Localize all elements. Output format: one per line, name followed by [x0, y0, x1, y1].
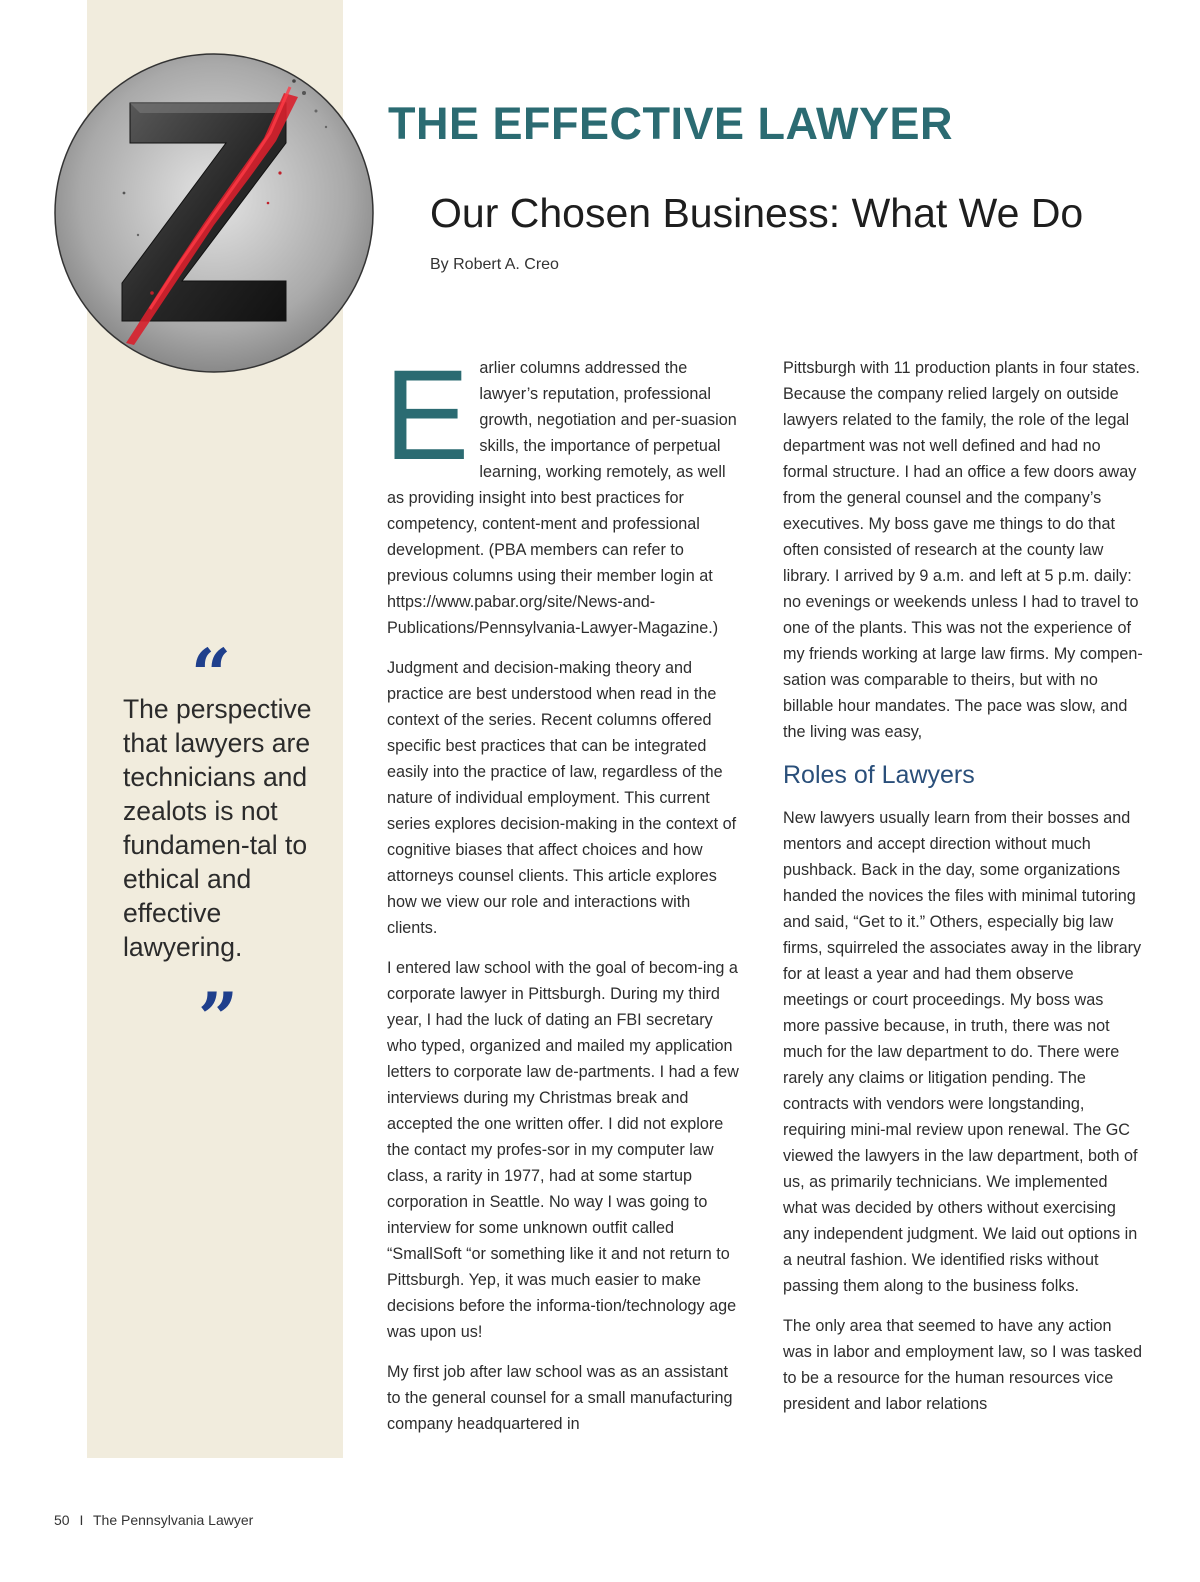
article-paragraph: Judgment and decision-making theory and practice are best understood when read in the context of the series. Recent columns offered specific best practices that can be integrated easily into the practice of law, regardless of the nature of individual employment. This current series explores decision-making in the context of cognitive biases that affect choices and how attorneys counsel clients. This article explores how we view our role and interactions with clients. — [387, 659, 737, 937]
page-footer — [54, 1512, 253, 1528]
close-quote-icon: ” — [197, 977, 239, 1060]
publication-name: The Pennsylvania Lawyer — [93, 1512, 254, 1528]
drop-cap: E — [384, 344, 470, 487]
page-number: 50 — [54, 1512, 70, 1528]
article-paragraph: New lawyers usually learn from their bosses and mentors and accept direction without much pushback. Back in the day, some organizations handed the novices the files with minimal tutoring and said, “Get to it.” Others, especially big law firms, squirreled the associates away in the library for at least a year and had them observe meetings or court proceedings. My boss was more passive because, in truth, there was not much for the law department to do. There were rarely any claims or litigation pending. The contracts with vendors were longstanding, requiring mini-mal review upon renewal. The GC viewed the lawyers in the law department, both of us, as primarily technicians. We implemented what was decided by others without exercising any independent judgment. We laid out options in a neutral fashion. We identified risks without passing them along to the business folks. — [783, 809, 1142, 1295]
pull-quote: The perspective that lawyers are technicians and zealots is not fundamen-tal to ethical and effective lawyering. — [123, 694, 312, 962]
paragraph-text: arlier columns addressed the lawyer’s reputation, professional growth, negotiation and per-suasion skills, the importance of perpetual learning, working remotely, as well as providing insight into best practices for competency, content-ment and professional development. (PBA members can refer to previous columns using their member login at https://www.pabar.org/site/News-and-Publications/Pennsylvania-Lawyer-Magazine.) — [387, 359, 737, 637]
footer-separator: I — [79, 1512, 84, 1528]
article-byline: By Robert A. Creo — [430, 256, 559, 273]
article-paragraph: Pittsburgh with 11 production plants in four states. Because the company relied largely on outside lawyers related to the family, the role of the legal department was not well defined and had no formal structure. I had an office a few doors away from the general counsel and the company’s executives. My boss gave me things to do that often consisted of research at the county law library. I arrived by 9 a.m. and left at 5 p.m. daily: no evenings or weekends unless I had to travel to one of the plants. This was not the experience of my friends working at large law firms. My compen-sation was comparable to theirs, but with no billable hour mandates. The pace was slow, and the living was easy, — [783, 359, 1143, 741]
open-quote-icon: “ — [190, 633, 232, 716]
letter-z-emblem-image — [54, 53, 374, 373]
article-paragraph: The only area that seemed to have any action was in labor and employment law, so I was tasked to be a resource for the human resources vice president and labor relations — [783, 1317, 1143, 1413]
article-paragraph — [384, 344, 742, 641]
article-paragraph: I entered law school with the goal of becom-ing a corporate lawyer in Pittsburgh. During my third year, I had the luck of dating an FBI secretary who typed, organized and mailed my application letters to corporate law de-partments. I had a few interviews during my Christmas break and accepted the one written offer. I did not explore the contact my profes-sor in my computer law class, a rarity in 1977, had at some startup corporation in Seattle. No way I was going to interview for some unknown outfit called “SmallSoft “or something like it and not return to Pittsburgh. Yep, it was much easier to make decisions before the informa-tion/technology age was upon us! — [387, 959, 739, 1341]
article-headline: Our Chosen Business: What We Do — [430, 190, 1084, 236]
article-subhead: Roles of Lawyers — [783, 761, 975, 789]
section-title: THE EFFECTIVE LAWYER — [388, 98, 954, 149]
article-column-right — [783, 355, 1143, 1431]
article-paragraph: My first job after law school was as an assistant to the general counsel for a small manufacturing company headquartered in — [387, 1363, 733, 1433]
article-column-left — [384, 344, 742, 1451]
